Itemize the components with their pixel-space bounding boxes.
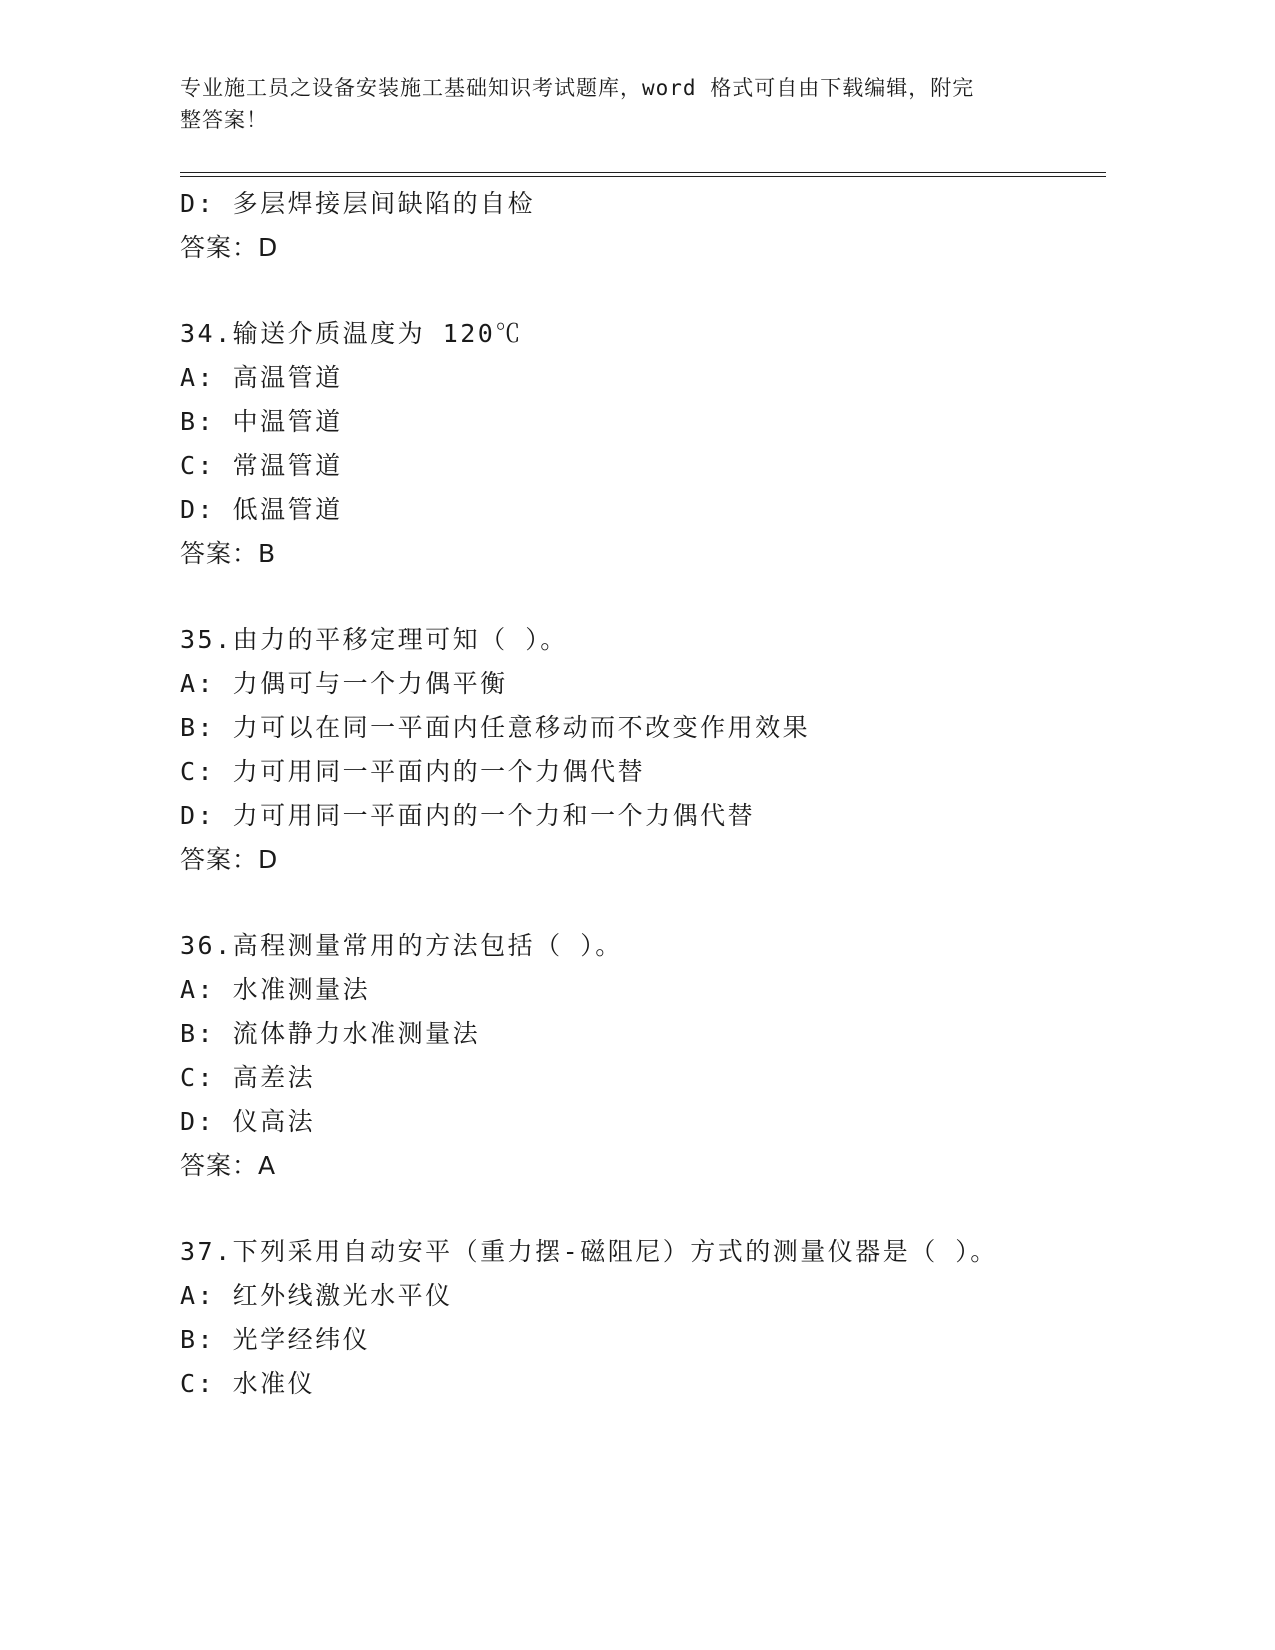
option-d: D: 低温管道 [180, 495, 343, 524]
option-d: D: 仪高法 [180, 1107, 316, 1136]
option-c: C: 力可用同一平面内的一个力偶代替 [180, 757, 646, 786]
answer-line: 答案：B [180, 539, 277, 568]
question-stem: 35.由力的平移定理可知（ ）。 [180, 625, 568, 654]
option-c: C: 水准仪 [180, 1369, 316, 1398]
question-37 [180, 1230, 1110, 1406]
option-d: D: 多层焊接层间缺陷的自检 [180, 189, 536, 218]
question-36 [180, 924, 1110, 1188]
question-35 [180, 618, 1110, 882]
spacer [180, 576, 1110, 618]
question-stem: 36.高程测量常用的方法包括（ ）。 [180, 931, 623, 960]
option-c: C: 高差法 [180, 1063, 316, 1092]
option-a: A: 力偶可与一个力偶平衡 [180, 669, 508, 698]
answer-line: 答案：D [180, 233, 279, 262]
option-b: B: 力可以在同一平面内任意移动而不改变作用效果 [180, 713, 811, 742]
header-line-2: 整答案！ [180, 108, 268, 132]
option-b: B: 光学经纬仪 [180, 1325, 371, 1354]
header-line-1: 专业施工员之设备安装施工基础知识考试题库，word 格式可自由下载编辑，附完 [180, 76, 975, 100]
question-list [180, 182, 1110, 1406]
header-divider [180, 172, 1106, 177]
question-34 [180, 312, 1110, 576]
option-a: A: 红外线激光水平仪 [180, 1281, 453, 1310]
option-b: B: 流体静力水准测量法 [180, 1019, 481, 1048]
spacer [180, 270, 1110, 312]
option-a: A: 水准测量法 [180, 975, 371, 1004]
option-a: A: 高温管道 [180, 363, 343, 392]
option-c: C: 常温管道 [180, 451, 343, 480]
question-33-tail [180, 182, 1110, 270]
spacer [180, 882, 1110, 924]
question-stem: 34.输送介质温度为 120℃ [180, 319, 523, 348]
document-header [180, 72, 1040, 136]
answer-line: 答案：A [180, 1151, 277, 1180]
answer-line: 答案：D [180, 845, 279, 874]
option-d: D: 力可用同一平面内的一个力和一个力偶代替 [180, 801, 756, 830]
question-stem: 37.下列采用自动安平（重力摆-磁阻尼）方式的测量仪器是（ ）。 [180, 1237, 998, 1266]
option-b: B: 中温管道 [180, 407, 343, 436]
spacer [180, 1188, 1110, 1230]
